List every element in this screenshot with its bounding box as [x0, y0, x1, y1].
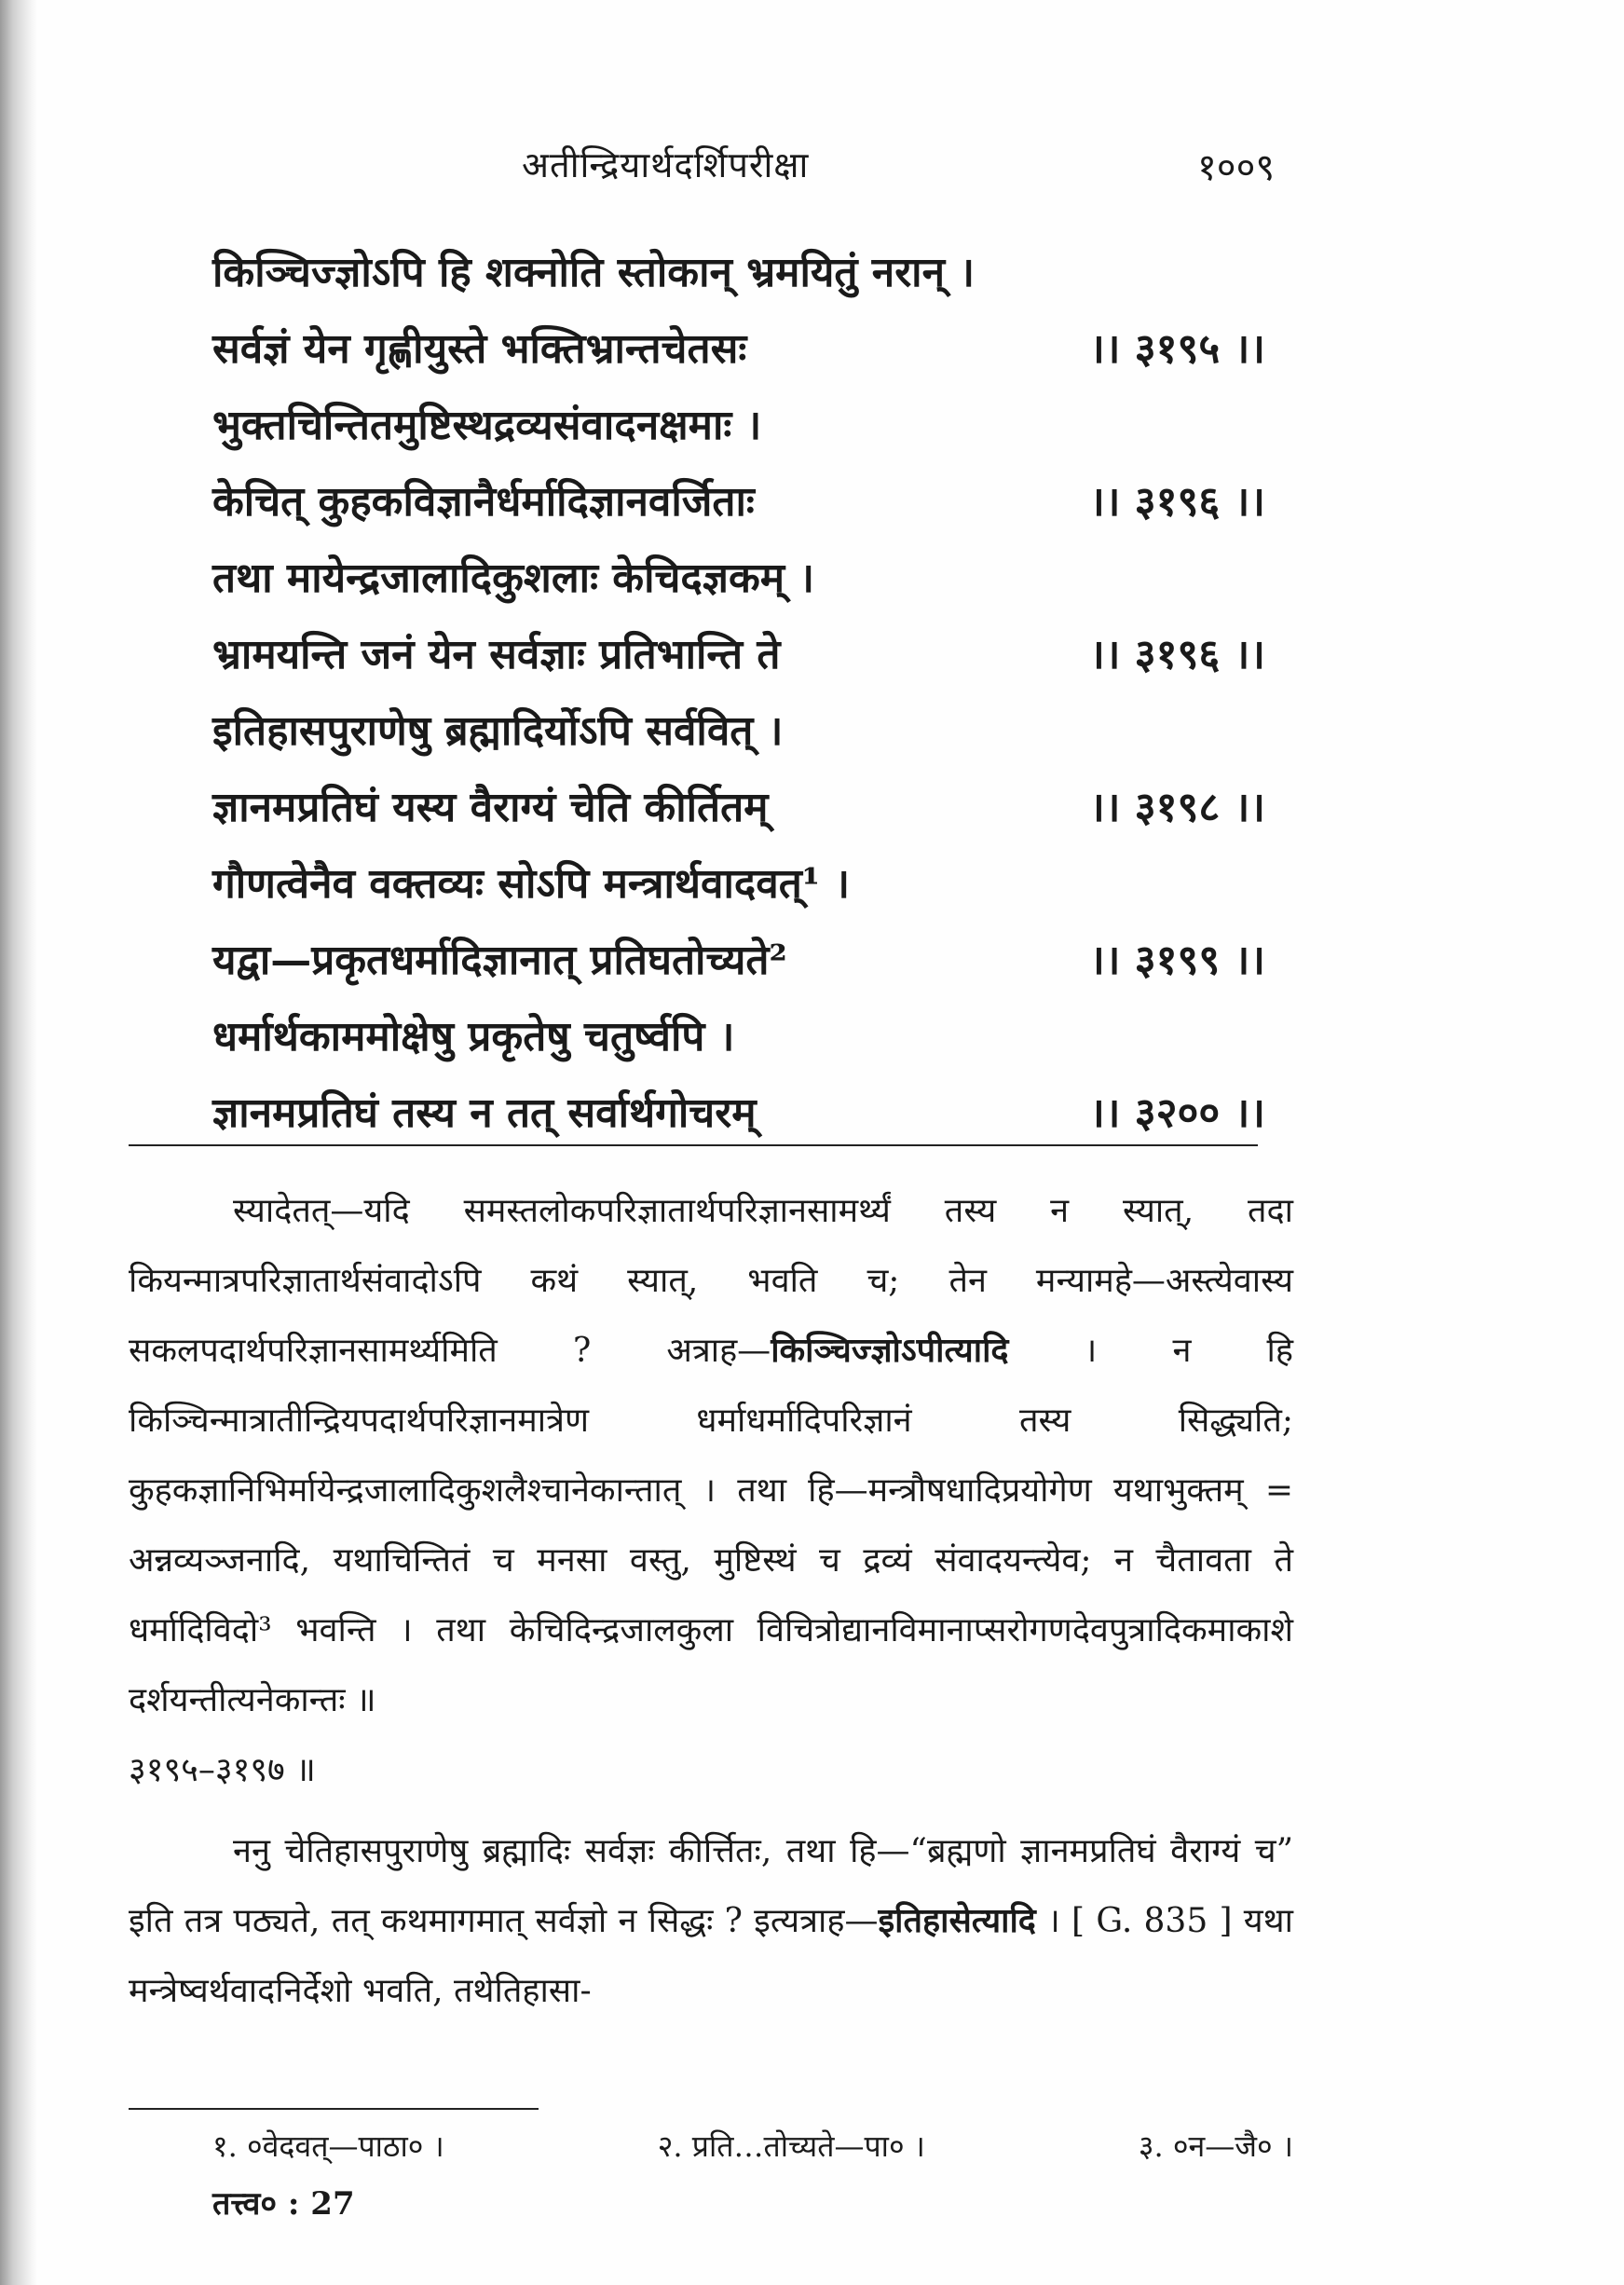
verse-line: इतिहासपुराणेषु ब्रह्मादिर्योऽपि सर्ववित् ।	[212, 707, 784, 755]
footnote-1: १. ०वेदवत्—पाठा० ।	[212, 2128, 444, 2164]
verse-line: भ्रामयन्ति जनं येन सर्वज्ञाः प्रतिभान्ति ते ।। ३१९६ ।।	[212, 624, 1265, 701]
verse-number: ।। ३१९५ ।।	[1089, 325, 1265, 373]
commentary-paragraph: स्यादेतत्—यदि समस्तलोकपरिज्ञातार्थपरिज्ञानसामर्थ्यं तस्य न स्यात्, तदा कियन्मात्रपरिज्ञातार्थसंवादोऽपि कथं स्यात्, भवति च; तेन मन्यामहे—अस्त्येवास्य सकलपदार्थपरिज्ञानसामर्थ्यमिति ? अत्राह—किञ्चिज्ज्ञोऽपीत्यादि । न हि किञ्चिन्मात्रातीन्द्रियपदार्थपरिज्ञानमात्रेण धर्माधर्मादिपरिज्ञानं तस्य सिद्ध्यति; कुहकज्ञानिभिर्मायेन्द्रजालादिकुशलैश्चानेकान्तात् । तथा हि—मन्त्रौषधादिप्रयोगेण यथाभुक्तम् = अन्नव्यञ्जनादि, यथाचिन्तितं च मनसा वस्तु, मुष्टिस्थं च द्रव्यं संवादयन्त्येव; न चैतावता ते धर्मादिविदो³ भवन्ति । तथा केचिदिन्द्रजालकुला विचित्रोद्यानविमानाप्सरोगणदेवपुत्रादिकमाकाशे दर्शयन्तीत्यनेकान्तः ॥	[129, 1192, 1293, 1719]
verse-line: तथा मायेन्द्रजालादिकुशलाः केचिदज्ञकम् ।	[212, 554, 815, 602]
section-divider	[129, 1144, 1258, 1146]
verse-number: ।। ३१९८ ।।	[1089, 784, 1265, 831]
verse-line: केचित् कुहकविज्ञानैर्धर्मादिज्ञानवर्जिताः ।। ३१९६ ।।	[212, 472, 1265, 548]
verse-number: ।। ३१९९ ।।	[1089, 937, 1265, 984]
commentary-block	[129, 1176, 1293, 2026]
verse-number: ।। ३२०० ।।	[1089, 1089, 1265, 1137]
verse-line: किञ्चिज्ज्ञोऽपि हि शक्नोति स्तोकान् भ्रमयितुं नरान् ।	[212, 249, 975, 296]
footnote-3: ३. ०न—जै० ।	[1138, 2128, 1293, 2164]
commentary-paragraph: ननु चेतिहासपुराणेषु ब्रह्मादिः सर्वज्ञः कीर्त्तितः, तथा हि—“ब्रह्मणो ज्ञानमप्रतिघं वैराग्यं च” इति तत्र पठ्यते, तत् कथमागमात् सर्वज्ञो न सिद्धः ? इत्यत्राह—इतिहासेत्यादि । [ G. 835 ] यथा मन्त्रेष्वर्थवादनिर्देशो भवति, तथेतिहासा-	[129, 1832, 1293, 2010]
footnotes	[212, 2117, 1293, 2173]
verse-range: ३१९५–३१९७ ॥	[129, 1751, 316, 1789]
running-title: अतीन्द्रियार्थदर्शिपरीक्षा	[522, 144, 810, 185]
verse-line: गौणत्वेनैव वक्तव्यः सोऽपि मन्त्रार्थवादवत्¹ ।	[212, 860, 851, 908]
book-spine-shadow	[0, 0, 37, 2285]
commentary-lemma: इतिहासेत्यादि	[878, 1901, 1036, 1940]
verse-line: यद्वा—प्रकृतधर्मादिज्ञानात् प्रतिघतोच्यते² ।। ३१९९ ।।	[212, 930, 1265, 1006]
verse-number: ।। ३१९६ ।।	[1089, 631, 1265, 678]
page-number: १००९	[1197, 146, 1276, 189]
printer-signature: तत्त्व० : 27	[212, 2185, 355, 2223]
verse-number: ।। ३१९६ ।।	[1089, 478, 1265, 526]
commentary-lemma: किञ्चिज्ज्ञोऽपीत्यादि	[771, 1331, 1009, 1370]
footnote-divider	[129, 2108, 539, 2110]
verse-line: ज्ञानमप्रतिघं तस्य न तत् सर्वार्थगोचरम् ।। ३२०० ।।	[212, 1083, 1265, 1159]
verse-line: सर्वज्ञं येन गृह्णीयुस्ते भक्तिभ्रान्तचेतसः ।। ३१९५ ।।	[212, 319, 1265, 395]
footnote-2: २. प्रति…तोच्यते—पा० ।	[657, 2128, 925, 2164]
verse-line: ज्ञानमप्रतिघं यस्य वैराग्यं चेति कीर्तितम् ।। ३१९८ ।।	[212, 777, 1265, 854]
verse-line: भुक्तचिन्तितमुष्टिस्थद्रव्यसंवादनक्षमाः ।	[212, 402, 762, 449]
verse-block	[212, 242, 1265, 1159]
page-header	[0, 140, 1624, 205]
verse-line: धर्मार्थकाममोक्षेषु प्रकृतेषु चतुर्ष्वपि ।	[212, 1013, 735, 1060]
